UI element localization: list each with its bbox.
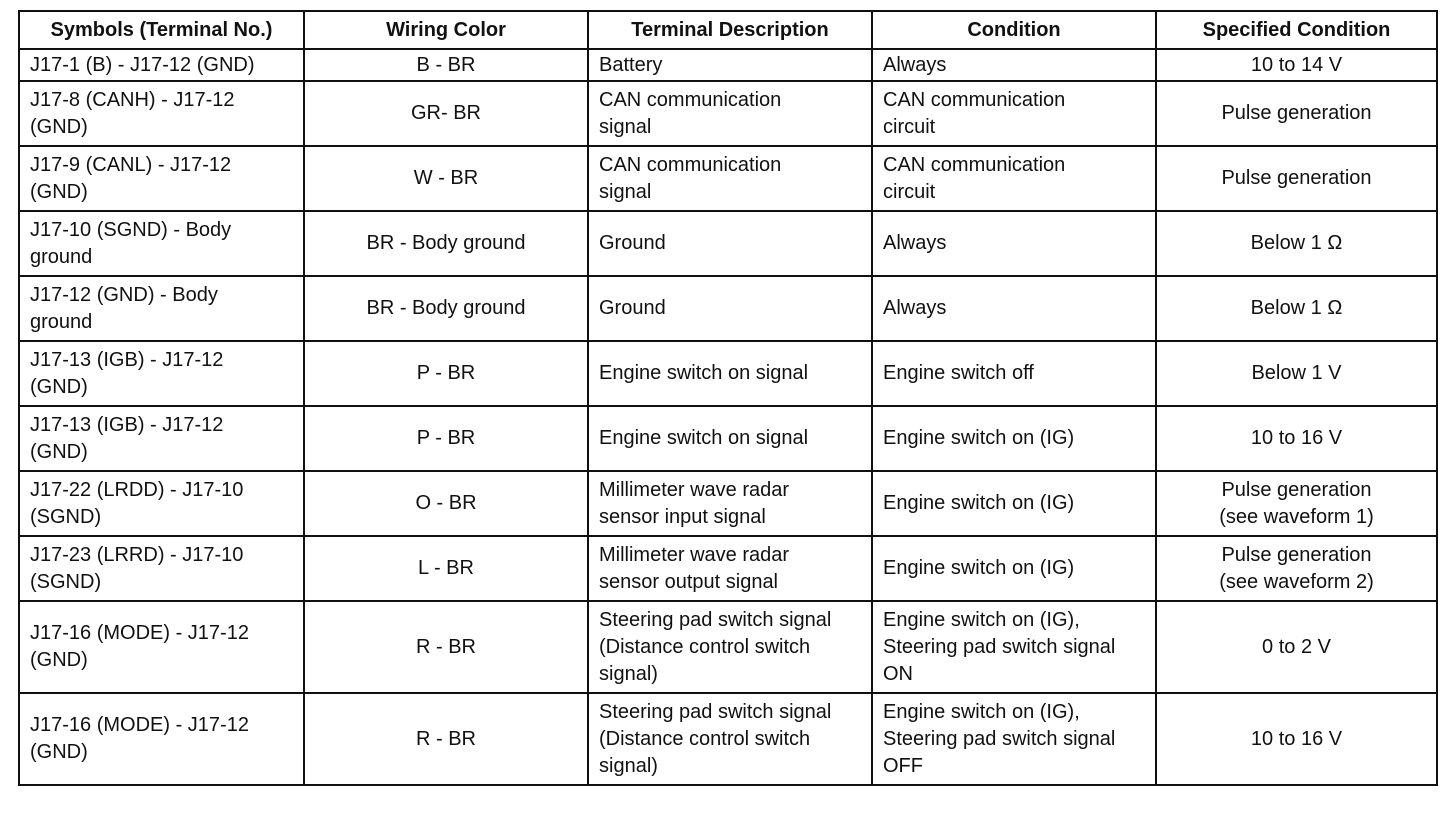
cell-symbols bbox=[19, 81, 304, 146]
cell-specified-condition bbox=[1156, 146, 1437, 211]
cell-wiring-color bbox=[304, 211, 588, 276]
cell-wiring-color-text: L - BR bbox=[418, 557, 474, 579]
cell-terminal-description-text: CAN communication signal bbox=[599, 88, 782, 138]
header-symbols: Symbols (Terminal No.) bbox=[19, 11, 304, 49]
table-header bbox=[19, 11, 1437, 49]
cell-terminal-description-text: Engine switch on signal bbox=[599, 427, 809, 449]
cell-specified-condition bbox=[1156, 341, 1437, 406]
cell-wiring-color-text: BR - Body ground bbox=[366, 297, 526, 319]
cell-specified-condition-text: Pulse generation bbox=[1221, 102, 1372, 124]
cell-wiring-color bbox=[304, 601, 588, 693]
cell-condition bbox=[872, 693, 1156, 785]
cell-specified-condition-text: Below 1 Ω bbox=[1250, 297, 1343, 319]
cell-condition-text: Always bbox=[883, 297, 947, 319]
cell-terminal-description bbox=[588, 146, 872, 211]
cell-specified-condition-text: Pulse generation (see waveform 1) bbox=[1219, 478, 1374, 528]
cell-condition-text: Engine switch off bbox=[883, 362, 1034, 384]
cell-symbols bbox=[19, 211, 304, 276]
cell-condition-text: Engine switch on (IG), Steering pad switch signal ON bbox=[883, 608, 1116, 685]
cell-wiring-color-text: R - BR bbox=[416, 635, 476, 658]
cell-condition bbox=[872, 211, 1156, 276]
cell-terminal-description bbox=[588, 693, 872, 785]
cell-symbols-text: J17-1 (B) - J17-12 (GND) bbox=[30, 53, 255, 76]
cell-symbols bbox=[19, 471, 304, 536]
cell-terminal-description-text: Millimeter wave radar sensor input signal bbox=[599, 478, 790, 528]
cell-symbols-text: J17-10 (SGND) - Body ground bbox=[30, 218, 232, 268]
cell-condition bbox=[872, 406, 1156, 471]
table-body bbox=[19, 49, 1437, 785]
cell-terminal-description bbox=[588, 406, 872, 471]
cell-wiring-color-text: P - BR bbox=[416, 427, 476, 449]
cell-wiring-color-text: R - BR bbox=[416, 727, 476, 750]
cell-terminal-description bbox=[588, 341, 872, 406]
cell-wiring-color bbox=[304, 341, 588, 406]
cell-terminal-description-text: Steering pad switch signal (Distance control switch signal) bbox=[599, 700, 832, 777]
cell-wiring-color bbox=[304, 471, 588, 536]
cell-wiring-color-text: BR - Body ground bbox=[366, 232, 526, 254]
cell-wiring-color bbox=[304, 693, 588, 785]
table-row bbox=[19, 146, 1437, 211]
cell-symbols-text: J17-13 (IGB) - J17-12 (GND) bbox=[30, 413, 224, 463]
table-row bbox=[19, 276, 1437, 341]
cell-terminal-description bbox=[588, 471, 872, 536]
cell-symbols-text: J17-8 (CANH) - J17-12 (GND) bbox=[30, 88, 235, 138]
cell-symbols-text: J17-12 (GND) - Body ground bbox=[30, 283, 218, 333]
cell-symbols bbox=[19, 693, 304, 785]
cell-terminal-description bbox=[588, 49, 872, 81]
cell-condition-text: CAN communication circuit bbox=[883, 88, 1066, 138]
cell-specified-condition bbox=[1156, 211, 1437, 276]
cell-condition-text: Engine switch on (IG) bbox=[883, 557, 1075, 579]
cell-wiring-color bbox=[304, 276, 588, 341]
header-wiring-color: Wiring Color bbox=[304, 11, 588, 49]
cell-symbols-text: J17-16 (MODE) - J17-12 (GND) bbox=[30, 622, 249, 671]
cell-specified-condition-text: Pulse generation bbox=[1221, 167, 1372, 189]
cell-condition-text: CAN communication circuit bbox=[883, 153, 1066, 203]
cell-wiring-color-text: W - BR bbox=[413, 167, 479, 189]
cell-condition bbox=[872, 81, 1156, 146]
header-row bbox=[19, 11, 1437, 49]
table-row bbox=[19, 81, 1437, 146]
cell-condition bbox=[872, 49, 1156, 81]
cell-terminal-description-text: Steering pad switch signal (Distance control switch signal) bbox=[599, 608, 832, 685]
cell-specified-condition bbox=[1156, 601, 1437, 693]
cell-specified-condition bbox=[1156, 536, 1437, 601]
cell-condition bbox=[872, 471, 1156, 536]
terminal-table-container bbox=[18, 10, 1438, 786]
cell-condition-text: Engine switch on (IG), Steering pad switch signal OFF bbox=[883, 700, 1116, 777]
cell-specified-condition bbox=[1156, 471, 1437, 536]
cell-terminal-description-text: Ground bbox=[599, 232, 666, 254]
cell-specified-condition bbox=[1156, 693, 1437, 785]
cell-condition bbox=[872, 341, 1156, 406]
table-row bbox=[19, 211, 1437, 276]
cell-terminal-description bbox=[588, 81, 872, 146]
cell-symbols bbox=[19, 276, 304, 341]
cell-terminal-description bbox=[588, 276, 872, 341]
cell-specified-condition-text: 10 to 16 V bbox=[1250, 427, 1343, 449]
cell-specified-condition bbox=[1156, 276, 1437, 341]
cell-specified-condition bbox=[1156, 406, 1437, 471]
table-row bbox=[19, 601, 1437, 693]
cell-specified-condition-text: Below 1 Ω bbox=[1250, 232, 1343, 254]
table-row bbox=[19, 693, 1437, 785]
cell-condition bbox=[872, 276, 1156, 341]
cell-condition-text: Always bbox=[883, 53, 947, 76]
terminal-table bbox=[18, 10, 1438, 786]
cell-wiring-color-text: O - BR bbox=[415, 492, 477, 514]
cell-terminal-description-text: CAN communication signal bbox=[599, 153, 782, 203]
cell-condition bbox=[872, 146, 1156, 211]
cell-wiring-color bbox=[304, 49, 588, 81]
cell-terminal-description bbox=[588, 536, 872, 601]
header-condition: Condition bbox=[872, 11, 1156, 49]
cell-symbols bbox=[19, 146, 304, 211]
cell-terminal-description-text: Ground bbox=[599, 297, 666, 319]
cell-condition-text: Always bbox=[883, 232, 947, 254]
cell-symbols-text: J17-23 (LRRD) - J17-10 (SGND) bbox=[30, 543, 244, 593]
cell-condition-text: Engine switch on (IG) bbox=[883, 427, 1075, 449]
cell-specified-condition bbox=[1156, 49, 1437, 81]
header-specified-condition: Specified Condition bbox=[1156, 11, 1437, 49]
table-row bbox=[19, 536, 1437, 601]
cell-terminal-description-text: Engine switch on signal bbox=[599, 362, 809, 384]
cell-symbols bbox=[19, 601, 304, 693]
cell-specified-condition-text: 0 to 2 V bbox=[1262, 635, 1331, 658]
cell-specified-condition-text: Below 1 V bbox=[1251, 362, 1342, 384]
cell-terminal-description bbox=[588, 601, 872, 693]
header-terminal-description: Terminal Description bbox=[588, 11, 872, 49]
cell-symbols bbox=[19, 341, 304, 406]
cell-wiring-color bbox=[304, 146, 588, 211]
table-row bbox=[19, 406, 1437, 471]
cell-symbols bbox=[19, 406, 304, 471]
cell-wiring-color-text: B - BR bbox=[416, 53, 476, 76]
cell-wiring-color bbox=[304, 406, 588, 471]
cell-terminal-description-text: Battery bbox=[599, 53, 663, 76]
cell-condition bbox=[872, 536, 1156, 601]
cell-condition bbox=[872, 601, 1156, 693]
cell-symbols bbox=[19, 49, 304, 81]
cell-condition-text: Engine switch on (IG) bbox=[883, 492, 1075, 514]
cell-terminal-description-text: Millimeter wave radar sensor output signal bbox=[599, 543, 790, 593]
cell-specified-condition-text: 10 to 14 V bbox=[1250, 53, 1343, 76]
cell-symbols-text: J17-22 (LRDD) - J17-10 (SGND) bbox=[30, 478, 244, 528]
table-row bbox=[19, 49, 1437, 81]
cell-wiring-color-text: GR- BR bbox=[411, 102, 481, 124]
cell-specified-condition bbox=[1156, 81, 1437, 146]
cell-specified-condition-text: 10 to 16 V bbox=[1250, 727, 1343, 750]
cell-terminal-description bbox=[588, 211, 872, 276]
table-row bbox=[19, 341, 1437, 406]
cell-specified-condition-text: Pulse generation (see waveform 2) bbox=[1219, 543, 1374, 593]
table-row bbox=[19, 471, 1437, 536]
cell-wiring-color bbox=[304, 536, 588, 601]
cell-symbols-text: J17-13 (IGB) - J17-12 (GND) bbox=[30, 348, 224, 398]
cell-symbols bbox=[19, 536, 304, 601]
cell-symbols-text: J17-16 (MODE) - J17-12 (GND) bbox=[30, 714, 249, 763]
cell-symbols-text: J17-9 (CANL) - J17-12 (GND) bbox=[30, 153, 232, 203]
cell-wiring-color-text: P - BR bbox=[416, 362, 476, 384]
cell-wiring-color bbox=[304, 81, 588, 146]
